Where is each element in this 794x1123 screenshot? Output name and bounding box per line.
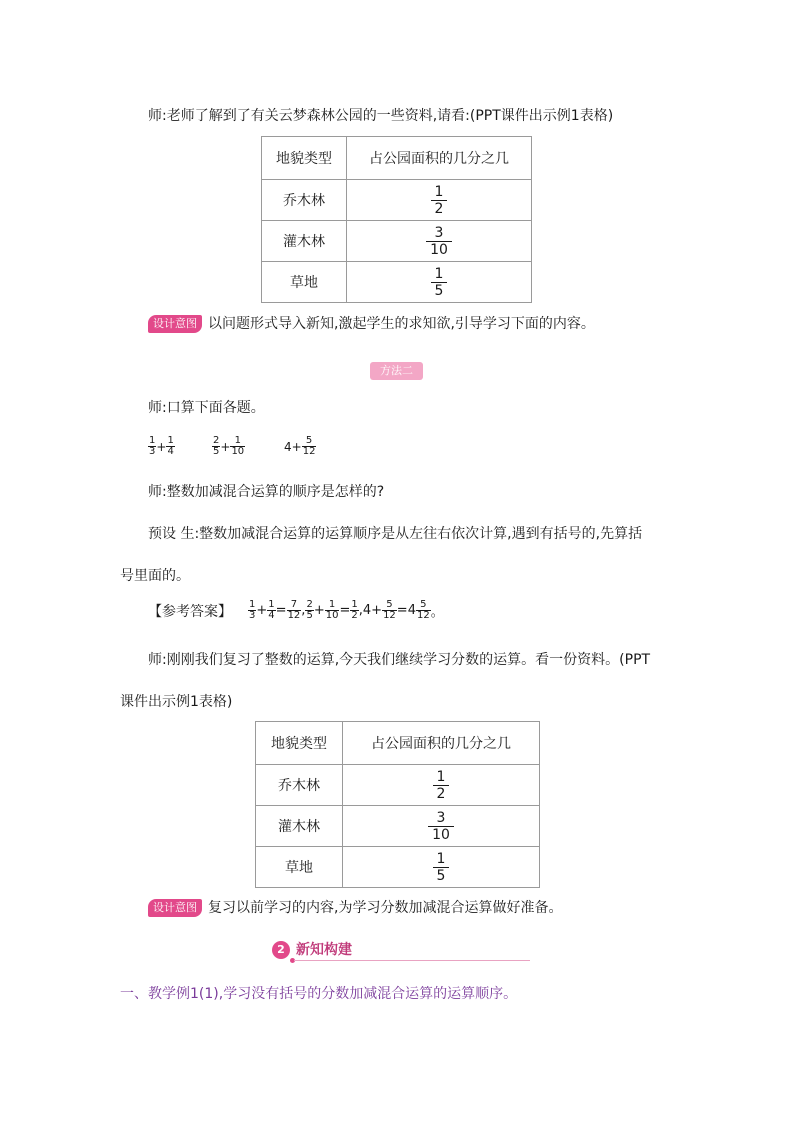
table-row bbox=[262, 180, 532, 221]
design-note-2 bbox=[148, 898, 708, 918]
table-header-row bbox=[262, 137, 532, 180]
fraction-cell bbox=[347, 180, 532, 221]
terrain-type-cell: 草地 bbox=[256, 847, 343, 888]
teach-example-line: 一、教学例1(1),学习没有括号的分数加减混合运算的运算顺序。 bbox=[120, 986, 518, 1002]
terrain-type-cell: 乔木林 bbox=[256, 765, 343, 806]
section-title: 新知构建 bbox=[296, 942, 352, 958]
expression-3: 4 + $\frac{5}{12}$ bbox=[284, 435, 316, 457]
preset-line-1: 预设 生:整数加减混合运算的运算顺序是从左往右依次计算,遇到有括号的,先算括 bbox=[148, 526, 643, 542]
header-area-fraction: 占公园面积的几分之几 bbox=[343, 722, 540, 765]
fraction: $\frac{1}{5}$ bbox=[433, 851, 450, 884]
review-line-2: 课件出示例1表格) bbox=[120, 694, 233, 710]
table-row bbox=[262, 262, 532, 303]
table-row bbox=[256, 847, 540, 888]
terrain-type-cell: 乔木林 bbox=[262, 180, 347, 221]
section-heading bbox=[272, 940, 530, 962]
fraction: $\frac{1}{5}$ bbox=[431, 266, 448, 299]
fraction: $\frac{1}{2}$ bbox=[433, 769, 450, 802]
preset-line-2: 号里面的。 bbox=[120, 568, 190, 584]
terrain-table-1 bbox=[261, 136, 532, 303]
terrain-type-cell: 灌木林 bbox=[256, 806, 343, 847]
question-order-line: 师:整数加减混合运算的顺序是怎样的? bbox=[148, 484, 385, 500]
table-row bbox=[262, 221, 532, 262]
design-intent-badge: 设计意图 bbox=[148, 315, 202, 333]
fraction-cell bbox=[347, 262, 532, 303]
header-terrain-type: 地貌类型 bbox=[262, 137, 347, 180]
method-two-tag: 方法二 bbox=[370, 362, 423, 380]
expression-2: $\frac{2}{5}$ + $\frac{1}{10}$ bbox=[213, 435, 245, 457]
table-header-row bbox=[256, 722, 540, 765]
fraction-cell bbox=[343, 806, 540, 847]
fraction: $\frac{3}{10}$ bbox=[426, 225, 452, 258]
terrain-table-2 bbox=[255, 721, 540, 888]
design-note-text: 复习以前学习的内容,为学习分数加减混合运算做好准备。 bbox=[208, 900, 563, 916]
answer-label: 【参考答案】 bbox=[148, 603, 232, 620]
table-row bbox=[256, 806, 540, 847]
design-note-1 bbox=[148, 314, 708, 334]
fraction: $\frac{1}{2}$ bbox=[431, 184, 448, 217]
fraction-cell bbox=[347, 221, 532, 262]
reference-answer: 【参考答案】 $\frac{1}{3}$ + $\frac{1}{4}$ = $\frac{7}{12}$ , $\frac{2}{5}$ + $\frac{1}{10}$ = $\frac{1}{2}$ , 4 + $\frac{5}{12}$ = 4 $\frac{5}{12}$ 。 bbox=[148, 599, 444, 621]
fraction-cell bbox=[343, 765, 540, 806]
fraction: $\frac{3}{10}$ bbox=[428, 810, 454, 843]
oral-calc-line: 师:口算下面各题。 bbox=[148, 400, 265, 416]
design-intent-badge: 设计意图 bbox=[148, 899, 202, 917]
fraction-cell bbox=[343, 847, 540, 888]
header-terrain-type: 地貌类型 bbox=[256, 722, 343, 765]
terrain-type-cell: 草地 bbox=[262, 262, 347, 303]
terrain-type-cell: 灌木林 bbox=[262, 221, 347, 262]
review-line-1: 师:刚刚我们复习了整数的运算,今天我们继续学习分数的运算。看一份资料。(PPT bbox=[148, 652, 651, 668]
header-area-fraction: 占公园面积的几分之几 bbox=[347, 137, 532, 180]
table-row bbox=[256, 765, 540, 806]
design-note-text: 以问题形式导入新知,激起学生的求知欲,引导学习下面的内容。 bbox=[208, 316, 595, 332]
section-underline bbox=[294, 960, 530, 961]
expression-1: $\frac{1}{3}$ + $\frac{1}{4}$ bbox=[149, 435, 174, 457]
intro-teacher-line: 师:老师了解到了有关云梦森林公园的一些资料,请看:(PPT课件出示例1表格) bbox=[148, 108, 614, 124]
section-number-badge: 2 bbox=[272, 941, 290, 959]
